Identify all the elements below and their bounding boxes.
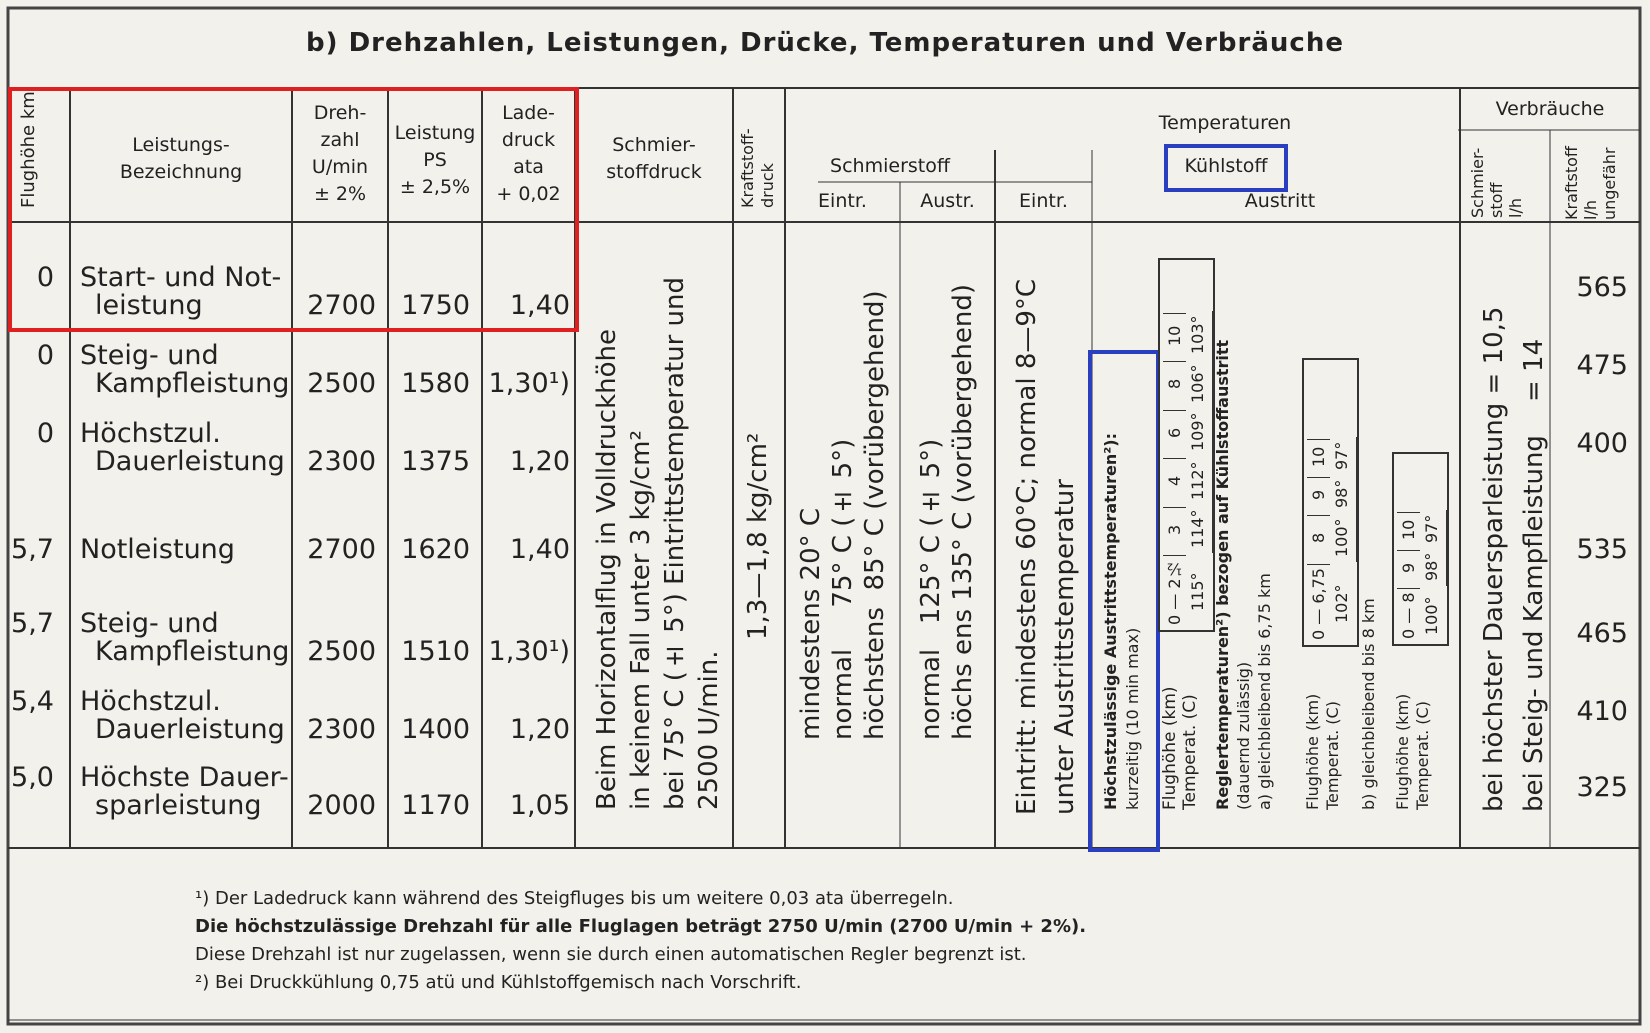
footnote-4: ²) Bei Druckkühlung 0,75 atü und Kühlstoffgemisch nach Vorschrift. xyxy=(195,972,802,993)
k-eintr-2: unter Austrittstemperatur xyxy=(1050,479,1080,815)
row-drehzahl: 2300 xyxy=(307,446,376,477)
header-kuehlstoff: Kühlstoff xyxy=(1184,155,1268,177)
row-name-line1: Start- und Not- xyxy=(80,262,282,293)
row-kraftstoff-verbrauch: 410 xyxy=(1576,696,1628,727)
header-temperaturen: Temperaturen xyxy=(1158,112,1292,134)
mini-table-altitude: 9 xyxy=(1307,477,1330,511)
row-drehzahl: 2500 xyxy=(307,636,376,667)
mini-table-column xyxy=(1304,475,1357,513)
mini-table-column xyxy=(1160,553,1213,630)
row-drehzahl: 2500 xyxy=(307,368,376,399)
row-leistung: 1750 xyxy=(401,290,470,321)
rb-label-2: Temperat. (C) xyxy=(1413,701,1432,810)
row-name-line2: Dauerleistung xyxy=(95,446,285,477)
row-name-line2: Dauerleistung xyxy=(95,714,285,745)
mini-table-temperature: 98° xyxy=(1422,553,1441,582)
header-eintr-schmier: Eintr. xyxy=(818,190,867,212)
schmier-line-1: Beim Horizontalflug in Volldruckhöhe xyxy=(592,329,622,810)
mini-table-altitude: 0 — 8 xyxy=(1397,588,1420,642)
mini-table-temperature: 103° xyxy=(1188,315,1207,355)
header-schmierstoffdruck: Schmier- stoffdruck xyxy=(606,134,702,183)
row-flughoehe: 5,7 xyxy=(11,534,54,565)
row-drehzahl: 2000 xyxy=(307,790,376,821)
mini-table-regler-b xyxy=(1392,452,1449,646)
mini-table-temperature: 109° xyxy=(1188,412,1207,452)
rg-labels xyxy=(1303,660,1343,810)
regler-b-text: b) gleichbleibend bis 8 km xyxy=(1359,598,1378,810)
rg-line-1: Reglertemperaturen²) bezogen auf Kühlstoffaustritt xyxy=(1213,339,1232,810)
row-name-line1: Steig- und xyxy=(80,340,219,371)
mini-table-temperature: 100° xyxy=(1422,595,1441,635)
row-ladedruck: 1,20 xyxy=(509,714,570,745)
row-ladedruck: 1,40 xyxy=(509,534,570,565)
mini-table-column xyxy=(1304,437,1357,475)
row-name-line2: Kampfleistung xyxy=(95,368,290,399)
row-kraftstoff-verbrauch: 400 xyxy=(1576,428,1628,459)
mini-table-altitude: 10 xyxy=(1307,439,1330,473)
row-flughoehe: 0 xyxy=(36,418,54,449)
rb-labels xyxy=(1393,680,1433,810)
mini-table-altitude: 8 xyxy=(1307,515,1330,560)
row-drehzahl: 2700 xyxy=(307,534,376,565)
mini-table-altitude: 9 xyxy=(1397,550,1420,584)
regler-text xyxy=(1212,270,1275,810)
mini-table-temperature: 115° xyxy=(1188,572,1207,612)
row-kraftstoff-verbrauch: 565 xyxy=(1576,272,1628,303)
row-name-line2: sparleistung xyxy=(95,790,262,821)
rg-line-3: a) gleichbleibend bis 6,75 km xyxy=(1255,573,1274,810)
kraftstoffdruck-text: 1,3—1,8 kg/cm² xyxy=(743,432,773,640)
row-name-line1: Höchstzul. xyxy=(80,418,221,449)
row-flughoehe: 5,0 xyxy=(11,762,54,793)
row-drehzahl: 2300 xyxy=(307,714,376,745)
schmierstoffdruck-text xyxy=(590,276,726,810)
header-leistungsbezeichnung: Leistungs- Bezeichnung xyxy=(119,134,243,183)
mini-table-temperature: 102° xyxy=(1332,584,1351,623)
row-leistung: 1580 xyxy=(401,368,470,399)
row-kraftstoff-verbrauch: 535 xyxy=(1576,534,1628,565)
mini-table-column xyxy=(1160,456,1213,505)
row-name-line1: Notleistung xyxy=(80,534,235,565)
hz-line-1: Höchstzulässige Austrittstemperaturen²): xyxy=(1101,432,1120,810)
row-leistung: 1375 xyxy=(401,446,470,477)
mini-table-altitude: 0 — 6,75 xyxy=(1307,564,1330,643)
footnote-1: ¹) Der Ladedruck kann während des Steigfluges bis um weitere 0,03 ata überregeln. xyxy=(195,888,954,909)
rg-label-1: Flughöhe (km) xyxy=(1303,693,1322,810)
verb-line-2: bei Steig- und Kampfleistung = 14 xyxy=(1519,338,1549,812)
hz-label-2: Temperat. (C) xyxy=(1180,694,1200,810)
row-drehzahl: 2700 xyxy=(307,290,376,321)
row-ladedruck: 1,40 xyxy=(509,290,570,321)
mini-table-column xyxy=(1394,548,1447,586)
s-eintr-1: mindestens 20° C xyxy=(796,507,826,740)
header-leistung: Leistung PS ± 2,5% xyxy=(394,122,476,198)
mini-table-hoechstzul xyxy=(1158,258,1215,632)
row-kraftstoff-verbrauch: 325 xyxy=(1576,772,1628,803)
mini-table-altitude: 10 xyxy=(1397,512,1420,546)
schmier-line-3: bei 75° C (± 5°) Eintrittstemperatur und xyxy=(660,276,690,810)
schmier-line-2: in keinem Fall unter 3 kg/cm² xyxy=(626,430,656,810)
header-drehzahl: Dreh- zahl U/min ± 2% xyxy=(311,102,369,205)
rb-label-1: Flughöhe (km) xyxy=(1393,693,1412,810)
verbrauch-text xyxy=(1474,272,1554,812)
header-flughoehe: Flughöhe km xyxy=(18,91,39,208)
s-eintr-3: höchstens 85° C (vorübergehend) xyxy=(860,290,890,740)
row-leistung: 1400 xyxy=(401,714,470,745)
schmierstoff-austritt-text xyxy=(915,280,979,740)
hz-labels xyxy=(1160,640,1200,810)
mini-table-column xyxy=(1394,510,1447,548)
s-eintr-2: normal 75° C (± 5°) xyxy=(828,438,858,740)
mini-table-column xyxy=(1304,562,1357,645)
row-leistung: 1620 xyxy=(401,534,470,565)
rg-line-2: (dauernd zulässig) xyxy=(1234,661,1253,810)
mini-table-altitude: 0 — 2½ xyxy=(1163,555,1186,628)
mini-table-column xyxy=(1304,513,1357,562)
mini-table-column xyxy=(1160,408,1213,457)
mini-table-column xyxy=(1394,586,1447,644)
mini-table-altitude: 8 xyxy=(1163,361,1186,406)
row-kraftstoff-verbrauch: 475 xyxy=(1576,350,1628,381)
hz-label-1: Flughöhe (km) xyxy=(1160,686,1180,810)
mini-table-temperature: 112° xyxy=(1188,461,1207,500)
header-schmierstoff-lh: Schmier- stoff l/h xyxy=(1468,147,1525,218)
row-name-line1: Höchstzul. xyxy=(80,686,221,717)
mini-table-temperature: 97° xyxy=(1422,514,1441,544)
mini-table-altitude: 10 xyxy=(1163,313,1186,358)
row-name-line2: leistung xyxy=(95,290,203,321)
header-eintr-kuehl: Eintr. xyxy=(1019,190,1068,212)
page-title: b) Drehzahlen, Leistungen, Drücke, Temperaturen und Verbräuche xyxy=(306,28,1344,58)
rg-label-2: Temperat. (C) xyxy=(1323,701,1342,810)
header-schmierstoff: Schmierstoff xyxy=(830,155,950,177)
row-kraftstoff-verbrauch: 465 xyxy=(1576,618,1628,649)
mini-table-temperature: 100° xyxy=(1332,518,1351,558)
header-ladedruck: Lade- druck ata + 0,02 xyxy=(496,102,561,205)
footnote-3: Diese Drehzahl ist nur zugelassen, wenn sie durch einen automatischen Regler begrenzt ist. xyxy=(195,944,1027,965)
row-ladedruck: 1,05 xyxy=(509,790,570,821)
mini-table-temperature: 106° xyxy=(1188,364,1207,403)
header-kraftstoff-lh: Kraftstoff l/h ungefähr xyxy=(1562,146,1619,220)
row-name-line1: Höchste Dauer- xyxy=(80,762,289,793)
mini-table-temperature: 114° xyxy=(1188,509,1207,549)
mini-table-altitude: 3 xyxy=(1163,507,1186,552)
row-name-line1: Steig- und xyxy=(80,608,219,639)
header-verbraeuche: Verbräuche xyxy=(1495,98,1605,120)
schmierstoff-eintritt-text xyxy=(795,280,891,740)
row-name-line2: Kampfleistung xyxy=(95,636,290,667)
row-flughoehe: 5,4 xyxy=(11,686,54,717)
schmier-line-4: 2500 U/min. xyxy=(694,650,724,810)
mini-table-column xyxy=(1160,311,1213,360)
row-ladedruck: 1,30¹) xyxy=(488,636,570,667)
mini-table-altitude: 4 xyxy=(1163,458,1186,503)
verb-line-1: bei höchster Dauersparleistung = 10,5 xyxy=(1479,306,1509,812)
mini-table-regler-a xyxy=(1302,358,1359,647)
mini-table-temperature: 98° xyxy=(1332,480,1351,509)
row-flughoehe: 0 xyxy=(36,262,54,293)
header-kraftstoffdruck: Kraftstoff- druck xyxy=(738,128,777,208)
header-austr-schmier: Austr. xyxy=(920,190,975,212)
row-ladedruck: 1,20 xyxy=(509,446,570,477)
mini-table-temperature: 97° xyxy=(1332,441,1351,471)
row-ladedruck: 1,30¹) xyxy=(488,368,570,399)
mini-table-column xyxy=(1160,505,1213,554)
hoechstzulaessig-text xyxy=(1100,360,1144,810)
kuehlstoff-eintritt-text xyxy=(1008,255,1084,815)
mini-table-altitude: 6 xyxy=(1163,410,1186,455)
header-austritt: Austritt xyxy=(1244,190,1316,212)
row-flughoehe: 0 xyxy=(36,340,54,371)
row-leistung: 1510 xyxy=(401,636,470,667)
k-eintr-1: Eintritt: mindestens 60°C; normal 8—9°C xyxy=(1012,278,1042,815)
row-leistung: 1170 xyxy=(401,790,470,821)
footnote-2: Die höchstzulässige Drehzahl für alle Fluglagen beträgt 2750 U/min (2700 U/min + 2%). xyxy=(195,916,1087,937)
hz-line-2: kurzeitig (10 min max) xyxy=(1123,627,1142,810)
s-austr-1: normal 125° C (± 5°) xyxy=(916,438,946,740)
mini-table-column xyxy=(1160,359,1213,408)
s-austr-2: höchs ens 135° C (vorübergehend) xyxy=(948,283,978,740)
row-flughoehe: 5,7 xyxy=(11,608,54,639)
